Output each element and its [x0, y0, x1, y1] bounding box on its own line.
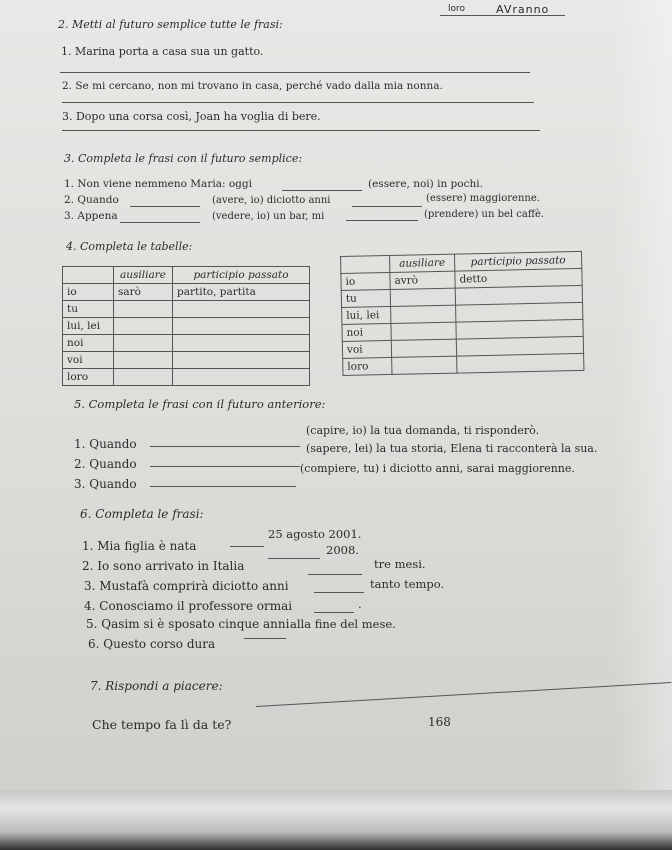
ex3-line2-a: 2. Quando	[64, 194, 119, 206]
header-handwritten-word: AVranno	[496, 3, 550, 16]
ex5-title: 5. Completa le frasi con il futuro anteriore:	[74, 397, 326, 411]
ex3-line3-a: 3. Appena	[64, 210, 118, 222]
page-highlight	[612, 0, 672, 850]
table1-row-lui-lei: lui, lei	[63, 318, 114, 335]
table1-row-loro: loro	[63, 369, 114, 386]
page-number: 168	[428, 715, 451, 729]
table2-header-participio: participio passato	[454, 251, 581, 271]
ex4-table-avere	[340, 251, 584, 376]
ex6-title: 6. Completa le frasi:	[80, 507, 204, 521]
ex5-line2-a: 2. Quando	[74, 457, 137, 471]
ex4-table-essere	[62, 266, 310, 386]
ex5-line3-b: (compiere, tu) i diciotto anni, sarai maggiorenne.	[300, 462, 575, 475]
table1-row-io: io	[63, 284, 114, 301]
table1-row-tu: tu	[63, 301, 114, 318]
table1-header-participio: participio passato	[173, 267, 310, 284]
table1-cell[interactable]	[114, 369, 173, 386]
ex6-line4-b: tanto tempo.	[370, 577, 445, 591]
table2-row-io: io	[341, 272, 390, 290]
ex3-line2-b: (avere, io) diciotto anni	[212, 195, 331, 206]
table1-cell[interactable]	[173, 352, 310, 369]
ex2-answer-line-2	[62, 102, 534, 103]
table2-cell: detto	[455, 268, 582, 288]
ex6-blank-1	[230, 546, 264, 547]
table2-row-noi: noi	[342, 323, 391, 341]
ex3-blank-1	[282, 190, 362, 191]
table2-row-tu: tu	[341, 289, 390, 307]
ex6-blank-2	[268, 558, 320, 559]
header-word-loro: loro	[448, 4, 466, 14]
ex2-title: 2. Metti al futuro semplice tutte le frasi:	[58, 18, 283, 31]
table1-cell[interactable]	[173, 335, 310, 352]
ex7-question: Che tempo fa lì da te?	[92, 717, 232, 732]
table2-cell[interactable]	[457, 353, 584, 373]
table2-cell: avrò	[390, 271, 455, 289]
ex3-line1-a: 1. Non viene nemmeno Maria: oggi	[64, 178, 252, 190]
ex6-blank-5	[314, 612, 354, 613]
ex5-blank-3	[150, 486, 296, 487]
ex2-item-2: 2. Se mi cercano, non mi trovano in casa, perché vado dalla mia nonna.	[62, 80, 443, 92]
table1-cell[interactable]	[114, 352, 173, 369]
table1-header-ausiliare: ausiliare	[114, 267, 173, 284]
ex3-line3-b: (vedere, io) un bar, mi	[212, 211, 325, 222]
ex3-line1-b: (essere, noi) in pochi.	[368, 178, 483, 190]
ex5-line1-a: 1. Quando	[74, 437, 137, 451]
ex5-blank-2	[150, 466, 300, 467]
table1-cell[interactable]	[173, 301, 310, 318]
ex3-blank-3	[352, 206, 422, 207]
ex2-answer-line-3	[62, 130, 540, 131]
table1-cell: sarò	[114, 284, 173, 301]
table2-cell[interactable]	[391, 339, 456, 357]
ex6-line3-a: 3. Mustafà comprirà diciotto anni	[84, 579, 289, 593]
ex5-line2-b: (sapere, lei) la tua storia, Elena ti racconterà la sua.	[306, 442, 598, 455]
table2-cell[interactable]	[392, 356, 457, 374]
ex5-blank-1	[150, 446, 300, 447]
ex6-line2-a: 2. Io sono arrivato in Italia	[82, 559, 245, 573]
table1-cell[interactable]	[114, 335, 173, 352]
ex3-title: 3. Completa le frasi con il futuro semplice:	[64, 152, 303, 165]
ex6-line5-a: 5. Qasim si è sposato cinque anni	[86, 617, 290, 631]
ex6-line2-b: 2008.	[326, 543, 359, 557]
ex2-answer-line-1	[60, 72, 530, 73]
ex6-blank-6	[244, 638, 286, 639]
table2-corner	[341, 255, 390, 273]
table2-header-ausiliare: ausiliare	[389, 254, 454, 272]
ex6-line4-a: 4. Conosciamo il professore ormai	[84, 599, 293, 613]
table1-cell[interactable]	[173, 318, 310, 335]
table1-row-noi: noi	[63, 335, 114, 352]
ex4-title: 4. Completa le tabelle:	[66, 240, 193, 253]
ex3-line2-c: (essere) maggiorenne.	[426, 193, 540, 204]
table1-cell[interactable]	[173, 369, 310, 386]
table1-corner	[63, 267, 114, 284]
table1-cell[interactable]	[114, 318, 173, 335]
ex5-line3-a: 3. Quando	[74, 477, 137, 491]
ex6-line6-a: 6. Questo corso dura	[88, 637, 216, 651]
ex6-line1-b: 25 agosto 2001.	[268, 527, 362, 541]
ex6-line6-b: alla fine del mese.	[290, 617, 396, 631]
ex6-blank-3	[308, 574, 362, 575]
table2-row-lui-lei: lui, lei	[342, 306, 391, 324]
table1-cell[interactable]	[114, 301, 173, 318]
ex3-blank-2	[130, 206, 200, 207]
ex6-line3-b: tre mesi.	[374, 557, 426, 571]
ex2-item-1: 1. Marina porta a casa sua un gatto.	[61, 45, 264, 58]
table2-cell[interactable]	[391, 305, 456, 323]
ex3-line3-c: (prendere) un bel caffè.	[424, 209, 545, 220]
table2-row-loro: loro	[343, 357, 392, 375]
ex2-item-3: 3. Dopo una corsa così, Joan ha voglia di bere.	[62, 110, 321, 123]
ex7-title: 7. Rispondi a piacere:	[90, 679, 223, 693]
page-bottom-edge	[0, 790, 672, 850]
table2-cell[interactable]	[390, 288, 455, 306]
ex6-blank-4	[314, 592, 364, 593]
ex7-answer-line	[256, 682, 671, 707]
table2-row-voi: voi	[342, 340, 391, 358]
ex3-blank-4	[120, 222, 200, 223]
table1-cell: partito, partita	[173, 284, 310, 301]
ex6-line1-a: 1. Mia figlia è nata	[82, 539, 197, 553]
ex5-line1-b: (capire, io) la tua domanda, ti risponderò.	[306, 424, 540, 437]
table1-row-voi: voi	[63, 352, 114, 369]
ex3-blank-5	[346, 220, 418, 221]
ex6-line5-b: .	[358, 597, 362, 611]
table2-cell[interactable]	[391, 322, 456, 340]
